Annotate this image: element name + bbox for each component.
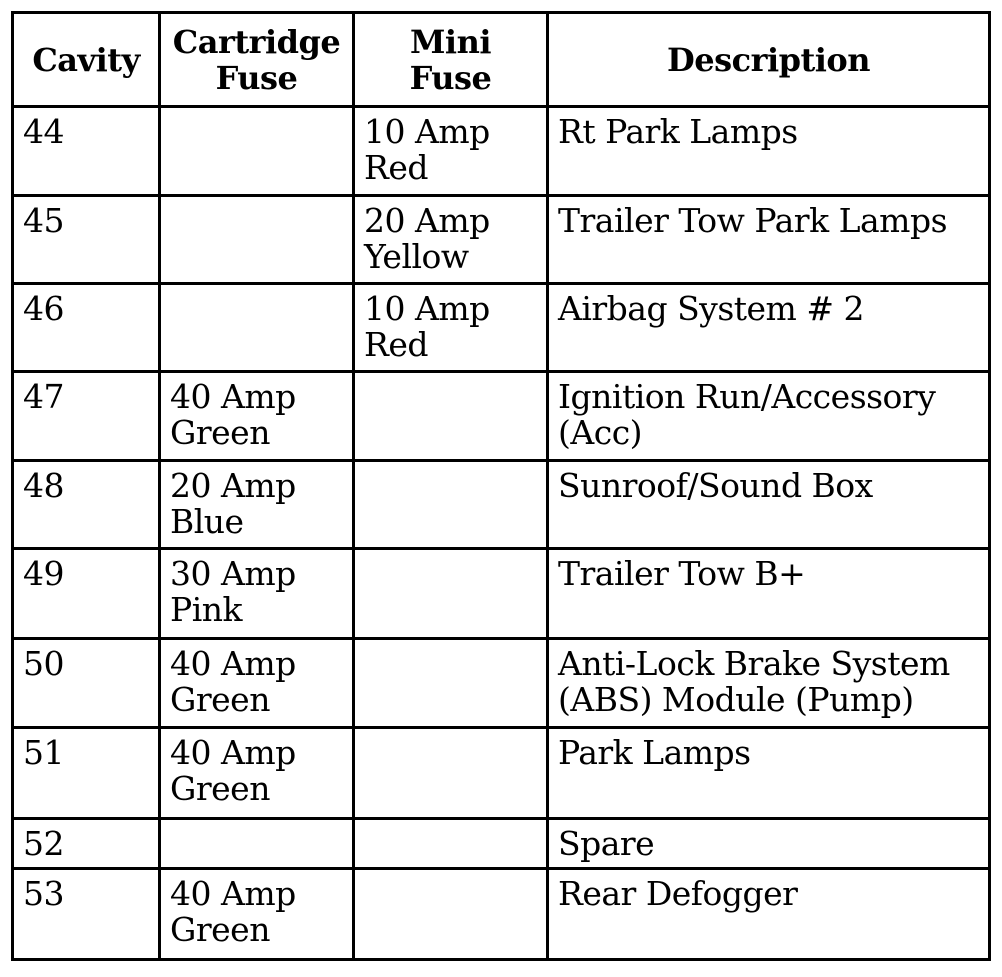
table-row (13, 638, 990, 728)
description-cell: Anti-Lock Brake System (ABS) Module (Pump) (548, 638, 990, 728)
description-cell: Trailer Tow B+ (548, 549, 990, 639)
cavity-cell: 53 (13, 869, 160, 960)
table-row (13, 549, 990, 639)
description-cell: Ignition Run/Accessory (Acc) (548, 371, 990, 461)
mini-fuse-cell: 20 Amp Yellow (354, 195, 548, 284)
cartridge-fuse-cell: 40 Amp Green (160, 728, 354, 819)
cartridge-fuse-cell (160, 284, 354, 372)
cavity-cell: 50 (13, 638, 160, 728)
header-row (13, 13, 990, 107)
cartridge-fuse-cell: 30 Amp Pink (160, 549, 354, 639)
header-mini-fuse: Mini Fuse (354, 13, 548, 107)
description-cell: Trailer Tow Park Lamps (548, 195, 990, 284)
cavity-cell: 48 (13, 461, 160, 549)
mini-fuse-cell (354, 371, 548, 461)
table-row (13, 284, 990, 372)
mini-fuse-cell (354, 549, 548, 639)
cavity-cell: 46 (13, 284, 160, 372)
table-row (13, 461, 990, 549)
cartridge-fuse-cell (160, 195, 354, 284)
cavity-cell: 44 (13, 107, 160, 196)
fuse-table (11, 11, 991, 961)
header-description: Description (548, 13, 990, 107)
cartridge-fuse-cell: 40 Amp Green (160, 638, 354, 728)
description-cell: Rt Park Lamps (548, 107, 990, 196)
table-row (13, 195, 990, 284)
cartridge-fuse-cell (160, 107, 354, 196)
cartridge-fuse-cell (160, 818, 354, 868)
table-row (13, 869, 990, 960)
description-cell: Sunroof/Sound Box (548, 461, 990, 549)
cartridge-fuse-cell: 40 Amp Green (160, 371, 354, 461)
cartridge-fuse-cell: 40 Amp Green (160, 869, 354, 960)
description-cell: Spare (548, 818, 990, 868)
cavity-cell: 47 (13, 371, 160, 461)
header-cartridge-fuse: Cartridge Fuse (160, 13, 354, 107)
description-cell: Airbag System # 2 (548, 284, 990, 372)
description-cell: Rear Defogger (548, 869, 990, 960)
cavity-cell: 49 (13, 549, 160, 639)
description-cell: Park Lamps (548, 728, 990, 819)
mini-fuse-cell (354, 818, 548, 868)
header-cavity: Cavity (13, 13, 160, 107)
mini-fuse-cell (354, 728, 548, 819)
mini-fuse-cell: 10 Amp Red (354, 284, 548, 372)
cavity-cell: 52 (13, 818, 160, 868)
cavity-cell: 45 (13, 195, 160, 284)
cavity-cell: 51 (13, 728, 160, 819)
table-row (13, 371, 990, 461)
mini-fuse-cell (354, 638, 548, 728)
mini-fuse-cell (354, 869, 548, 960)
table-row (13, 728, 990, 819)
mini-fuse-cell (354, 461, 548, 549)
table-row (13, 818, 990, 868)
mini-fuse-cell: 10 Amp Red (354, 107, 548, 196)
table-row (13, 107, 990, 196)
cartridge-fuse-cell: 20 Amp Blue (160, 461, 354, 549)
